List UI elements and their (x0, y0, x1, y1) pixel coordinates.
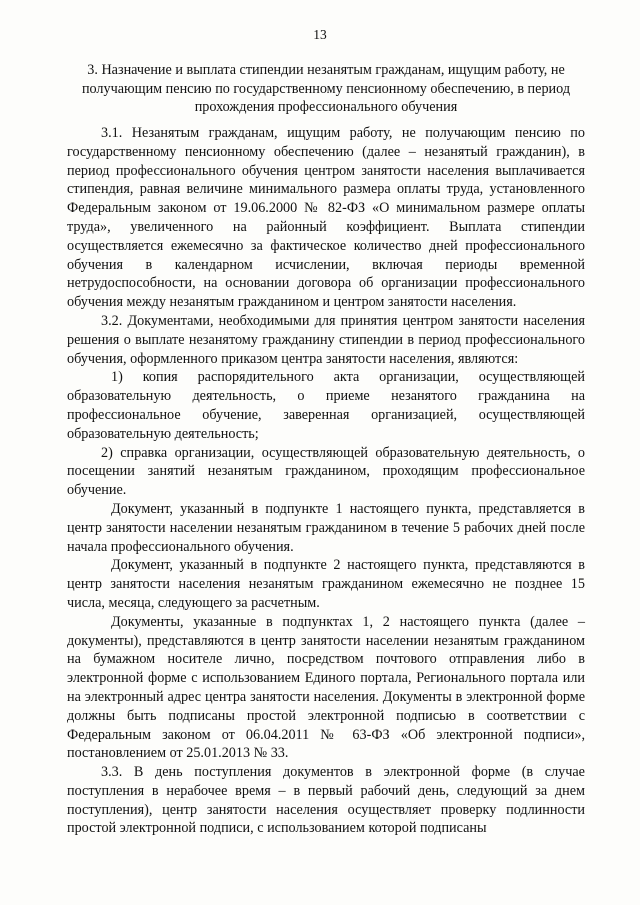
document-body (67, 124, 585, 838)
paragraph-3-1: 3.1. Незанятым гражданам, ищущим работу, не получающим пенсию по государственному пенсионному обеспечению (далее – незанятый гражданин), в период профессионального обучения центром занятости населения выплачивается стипендия, равная величине минимального размера оплаты труда, установленного Федеральным законом от 19.06.2000 № 82-ФЗ «О минимальном размере оплаты труда», увеличенного на районный коэффициент. Выплата стипендии осуществляется ежемесячно за фактическое количество дней профессионального обучения в календарном исчислении, включая периоды временной нетрудоспособности, на основании договора об организации профессионального обучения между незанятым гражданином и центром занятости населения. (67, 125, 585, 311)
paragraph-3-3: 3.3. В день поступления документов в электронной форме (в случае поступления в нерабочее время – в первый рабочий день, следующий за днем поступления), центр занятости населения осуществляет проверку подлинности простой электронной подписи, с использованием которой подписаны (67, 764, 585, 837)
paragraph-document-2: Документ, указанный в подпункте 2 настоящего пункта, представляются в центр занятости населения незанятым гражданином ежемесячно не позднее 15 числа, месяца, следующего за расчетным. (67, 557, 585, 611)
page-number: 13 (313, 27, 327, 42)
section-heading: 3. Назначение и выплата стипендии незанятым гражданам, ищущим работу, не получающим пенсию по государственному пенсионному обеспечению, в период прохождения профессионального обучения (81, 62, 571, 115)
subparagraph-2: 2) справка организации, осуществляющей образовательную деятельность, о посещении занятий незанятым гражданином, проходящим профессиональное обучение. (67, 444, 585, 499)
paragraph-document-1: Документ, указанный в подпункте 1 настоящего пункта, представляется в центр занятости населении незанятым гражданином в течение 5 рабочих дней после начала профессионального обучения. (67, 500, 585, 555)
paragraph-documents: Документы, указанные в подпунктах 1, 2 настоящего пункта (далее – документы), представляются в центр занятости населении незанятым гражданином на бумажном носителе лично, посредством почтового отправления либо в электронной форме с использованием Единого портала, Регионального портала или на электронный адрес центра занятости населения. Документы в электронной форме должны быть подписаны простой электронной подписью в соответствии с Федеральным законом от 06.04.2011 № 63-ФЗ «Об электронной подписи», постановлением от 25.01.2013 № 33. (67, 613, 585, 762)
paragraph-3-2: 3.2. Документами, необходимыми для принятия центром занятости населения решения о выплате незанятому гражданину стипендии в период профессионального обучения, оформленного приказом центра занятости населения, являются: (67, 312, 585, 367)
subparagraph-1: 1) копия распорядительного акта организации, осуществляющей образовательную деятельность, о приеме незанятого гражданина на профессиональное обучение, заверенная организацией, осуществляющей образовательную деятельность; (67, 369, 585, 442)
